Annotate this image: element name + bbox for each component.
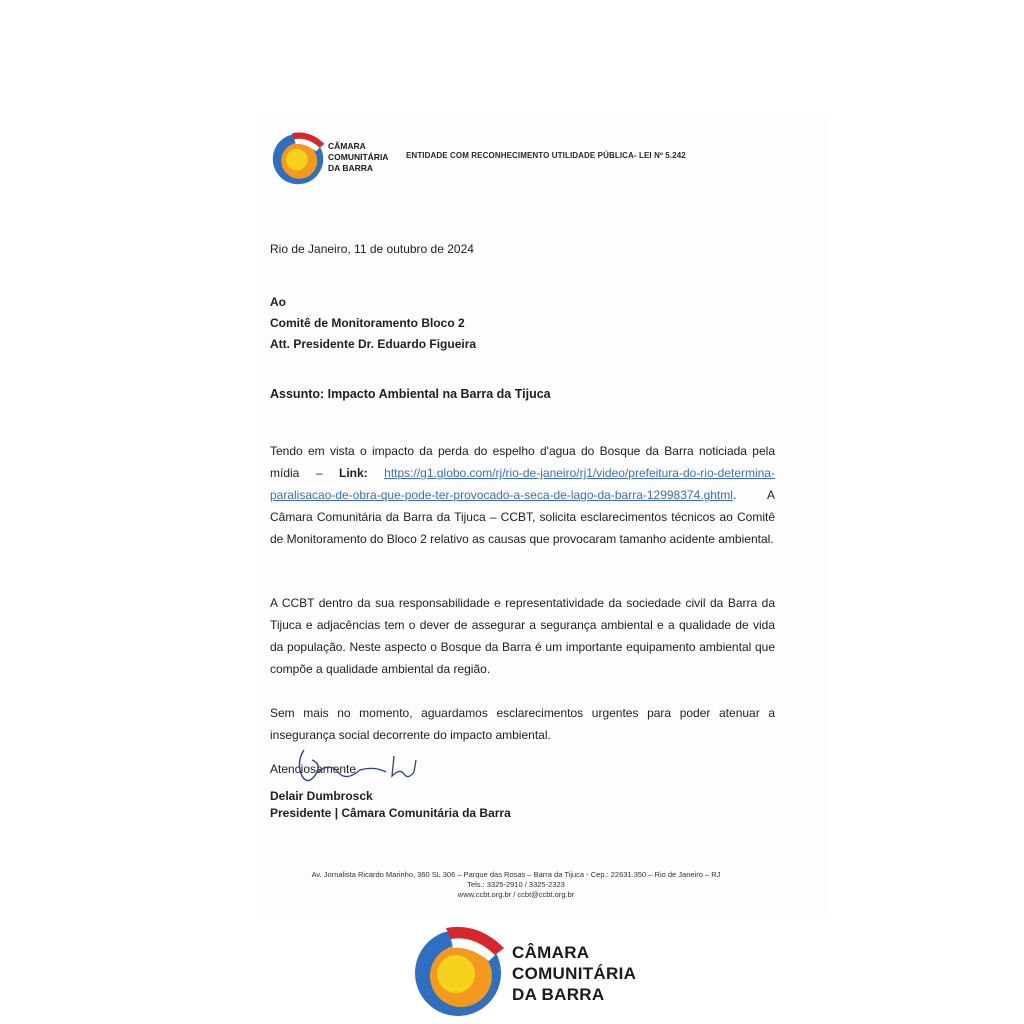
brand-name xyxy=(512,942,636,1005)
letter-footer xyxy=(256,870,776,900)
handwritten-signature xyxy=(282,742,432,792)
link-separator: : xyxy=(363,466,385,480)
recipient-line2: Comitê de Monitoramento Bloco 2 xyxy=(270,316,465,330)
letter-subject: Assunto: Impacto Ambiental na Barra da Tijuca xyxy=(270,387,551,401)
paragraph-1-intro: Tendo em vista o impacto da perda do espelho d'agua do Bosque da Barra noticiada pela mídia – xyxy=(270,444,775,480)
recipient-block xyxy=(270,292,476,355)
signer-block xyxy=(270,788,511,822)
paragraph-1-rest: . A Câmara Comunitária da Barra da Tijuca – CCBT, solicita esclarecimentos técnicos ao Comitê de Monitoramento do Bloco 2 relativo as causas que provocaram tamanho acidente ambiental. xyxy=(270,488,775,546)
footer-web: www.ccbt.org.br / ccbt@ccbt.org.br xyxy=(457,890,575,899)
header-org-name xyxy=(328,141,388,174)
header-tagline: ENTIDADE COM RECONHECIMENTO UTILIDADE PÚBLICA- LEI Nº 5.242 xyxy=(406,151,686,160)
paragraph-2: A CCBT dentro da sua responsabilidade e representatividade da sociedade civil da Barra da Tijuca e adjacências tem o dever de assegurar a segurança ambiental e a qualidade de vida da população. Neste aspecto o Bosque da Barra é um importante equipamento ambiental que compõe a qualidade ambiental da região. xyxy=(270,596,775,676)
footer-address: Av. Jornalista Ricardo Marinho, 360 SL 306 – Parque das Rosas – Barra da Tijuca - Cep.: 22631.350 – Rio de Janeiro – RJ xyxy=(311,870,721,879)
closing: Atenciosamente xyxy=(270,762,357,776)
header-org-line3: DA BARRA xyxy=(328,163,374,173)
paragraph-1 xyxy=(270,440,775,550)
recipient-line1: Ao xyxy=(270,295,286,309)
recipient-line3: Att. Presidente Dr. Eduardo Figueira xyxy=(270,337,477,351)
footer-phones: Tels.: 3325-2910 / 3325-2323 xyxy=(467,880,565,889)
link-label: Link xyxy=(339,466,364,480)
header-org-line1: CÂMARA xyxy=(328,141,366,151)
paragraph-3: Sem mais no momento, aguardamos esclarecimentos urgentes para poder atenuar a insegurança social decorrente do impacto ambiental. xyxy=(270,706,775,742)
header-org-line2: COMUNITÁRIA xyxy=(328,152,389,162)
letter-date: Rio de Janeiro, 11 de outubro de 2024 xyxy=(270,242,474,256)
ccbt-logo-icon-large xyxy=(408,918,508,1018)
ccbt-logo-icon xyxy=(268,126,328,186)
signer-name: Delair Dumbrosck xyxy=(270,789,373,803)
brand-line2: COMUNITÁRIA xyxy=(512,964,637,983)
signer-title: Presidente | Câmara Comunitária da Barra xyxy=(270,806,511,820)
brand-line3: DA BARRA xyxy=(512,985,605,1004)
news-link[interactable]: https://g1.globo.com/rj/rio-de-janeiro/rj1/video/prefeitura-do-rio-determina-paralisacao-de-obra-que-pode-ter-provocado-a-seca-de-lago-da-barra-12998374.ghtml xyxy=(270,466,775,502)
brand-line1: CÂMARA xyxy=(512,943,590,962)
